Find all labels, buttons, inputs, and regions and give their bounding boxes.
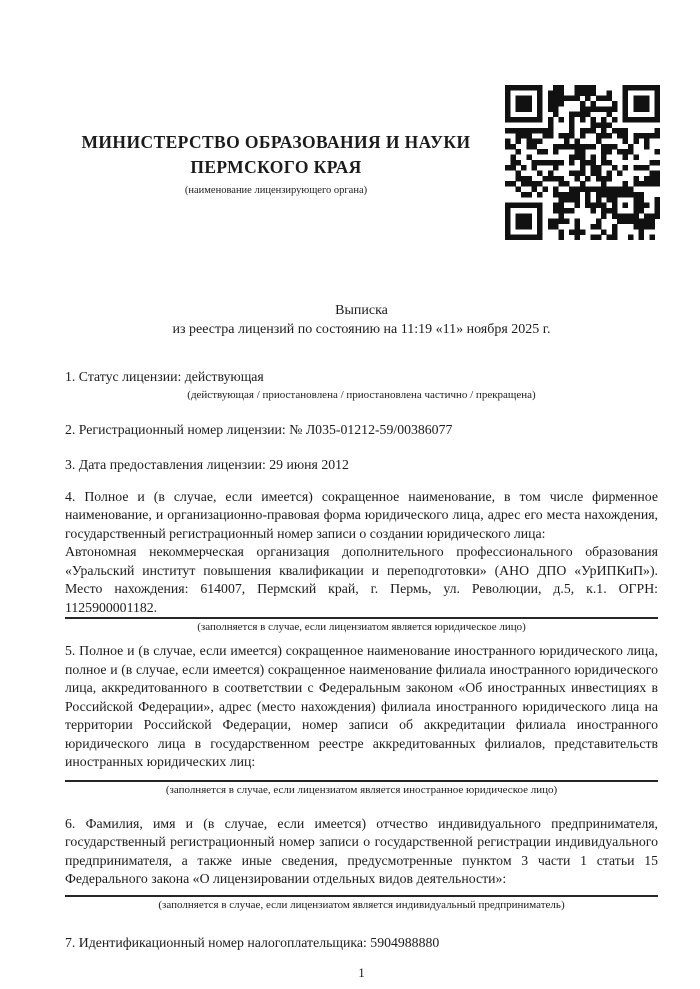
- item-4-paragraph: [65, 488, 658, 618]
- item-1-text: 1. Статус лицензии: действующая: [65, 369, 264, 384]
- title-line1: Выписка: [335, 303, 388, 318]
- item-5-caption: (заполняется в случае, если лицензиатом является иностранное юридическое лицо): [165, 783, 558, 796]
- item-6-label: 6. Фамилия, имя и (в случае, если имеется) отчество индивидуального предпринимателя, государственный регистрационный номер записи о государственной регистрации индивидуального предпринимателя, а также иные сведения, предусмотренные пунктом 3 части 1 статьи 15 Федерального закона «О лицензировании отдельных видов деятельности»:: [65, 815, 658, 886]
- ministry-name: [65, 130, 487, 180]
- item-2-text: 2. Регистрационный номер лицензии: № Л035-01212-59/00386077: [65, 421, 453, 437]
- title-line2: из реестра лицензий по состоянию на 11:19 «11» ноября 2025 г.: [172, 322, 551, 337]
- ministry-name-line1: МИНИСТЕРСТВО ОБРАЗОВАНИЯ И НАУКИ: [81, 132, 471, 152]
- document-body: [65, 368, 658, 983]
- ministry-name-line2: ПЕРМСКОГО КРАЯ: [190, 157, 362, 177]
- item-3-text: 3. Дата предоставления лицензии: 29 июня 2012: [65, 457, 349, 472]
- fill-in-line: [65, 780, 658, 782]
- fill-in-line: [65, 617, 658, 619]
- item-2-registration-number: [65, 421, 658, 440]
- qr-code-icon: [505, 85, 660, 240]
- item-7-text: 7. Идентификационный номер налогоплательщика: 5904988880: [65, 934, 440, 950]
- item-4-legal-entity: [65, 488, 658, 635]
- blank-space: [65, 772, 658, 780]
- item-7-taxpayer-number: [65, 934, 658, 953]
- item-3-license-date: [65, 456, 658, 475]
- item-5-label: 5. Полное и (в случае, если имеется) сокращенное наименование иностранного юридического лица, полное и (в случае, если имеется) сокращенное наименование филиала иностранного юридического лица, аккредитованного в соответствии с Федеральным законом «Об иностранных инвестициях в Российской Федерации», адрес (место нахождения) филиала иностранного юридического лица на территории Российской Федерации, номер записи об аккредитации филиала иностранного юридического лица в государственном реестре аккредитованных филиалов, представительств иностранных юридических лиц:: [65, 643, 658, 769]
- item-5-foreign-entity: [65, 642, 658, 797]
- page-number: 1: [358, 965, 365, 980]
- item-4-label: 4. Полное и (в случае, если имеется) сокращенное наименование, в том числе фирменное наименование, и организационно-правовая форма юридического лица, адрес его места нахождения, государственный регистрационный номер записи о создании юридического лица:: [65, 488, 658, 541]
- document-title: [65, 301, 658, 339]
- item-1-caption: (действующая / приостановлена / приостановлена частично / прекращена): [187, 388, 536, 401]
- ministry-caption: (наименование лицензирующего органа): [184, 185, 368, 196]
- document-header: [0, 0, 700, 255]
- item-4-caption: (заполняется в случае, если лицензиатом является юридическое лицо): [197, 621, 526, 633]
- item-6-individual-entrepreneur: [65, 815, 658, 912]
- fill-in-line: [65, 895, 658, 897]
- item-1-license-status: [65, 368, 658, 402]
- licensing-authority-block: [65, 130, 487, 197]
- item-4-value: Автономная некоммерческая организация дополнительного профессионального образования «Уральский институт повышения квалификации и переподготовки» (АНО ДПО «УрИПКиП»). Место нахождения: 614007, Пермский край, г. Пермь, ул. Революции, д.5, к.1. ОГРН: 1125900001182.: [65, 544, 658, 615]
- item-6-caption: (заполняется в случае, если лицензиатом является индивидуальный предприниматель): [158, 898, 565, 911]
